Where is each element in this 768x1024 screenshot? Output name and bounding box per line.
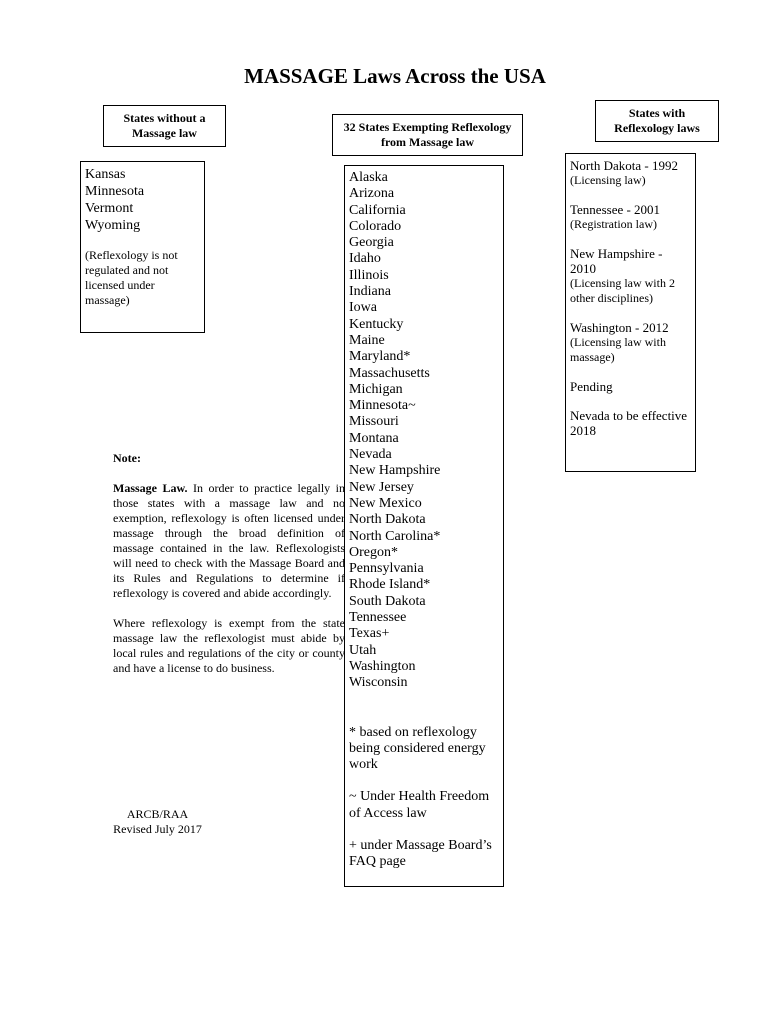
exempt-box	[344, 165, 504, 887]
list-item: Minnesota~	[349, 398, 416, 414]
list-item: Kansas	[85, 167, 126, 182]
list-item	[570, 408, 691, 438]
credit	[100, 807, 215, 837]
list-item: Colorado	[349, 218, 402, 234]
list-item: Vermont	[85, 201, 134, 216]
list-item: Montana	[349, 430, 399, 446]
list-item	[570, 202, 691, 232]
with-law-box	[565, 153, 696, 472]
with-law-entry-main: Tennessee - 2001	[570, 202, 661, 217]
list-item: Illinois	[349, 267, 389, 283]
list-item: Tennessee	[349, 610, 407, 626]
header-no-law-line1: States without a	[123, 111, 206, 125]
footnote-faq: + under Massage Board’s FAQ page	[349, 837, 492, 870]
header-exempt	[332, 114, 523, 156]
list-item	[570, 246, 691, 306]
note-paragraph-1-lead: Massage Law.	[113, 481, 188, 495]
note-paragraph-2: Where reflexology is exempt from the state massage law the reflexologist must abide by local rules and regulations of the city or county and have a license to do business.	[113, 616, 345, 675]
list-item: Arizona	[349, 186, 395, 202]
with-law-entry-main: New Hampshire - 2010	[570, 246, 663, 276]
note-paragraph-1	[113, 481, 345, 601]
with-law-entry-main: North Dakota - 1992	[570, 158, 678, 173]
header-no-law-line2: Massage law	[131, 126, 197, 140]
note-paragraph-1-text: In order to practice legally in those states with a massage law and no exemption, reflexology is often licensed under massage through the broad definition of massage contained in the law. Reflexologists will need to check with the Massage Board and its Rules and Regulations to determine if reflexology is covered and abide accordingly.	[113, 481, 345, 600]
list-item: Alaska	[349, 170, 388, 185]
list-item	[570, 158, 691, 188]
with-law-entry-detail: (Licensing law)	[570, 173, 646, 187]
with-law-entry-main: Pending	[570, 379, 613, 394]
list-item: Oregon*	[349, 544, 398, 560]
list-item: South Dakota	[349, 593, 426, 609]
list-item: Michigan	[349, 381, 403, 397]
no-law-note: (Reflexology is not regulated and not licensed under massage)	[85, 248, 178, 307]
list-item: Iowa	[349, 300, 377, 316]
list-item: Wisconsin	[349, 675, 408, 691]
list-item	[570, 320, 691, 365]
header-with-law	[595, 100, 719, 142]
header-no-law	[103, 105, 226, 147]
list-item: Rhode Island*	[349, 577, 431, 593]
with-law-entry-main: Washington - 2012	[570, 320, 669, 335]
list-item: New Hampshire	[349, 463, 441, 479]
list-item: Maine	[349, 332, 385, 348]
list-item: Maryland*	[349, 349, 411, 365]
list-item: Washington	[349, 658, 416, 674]
list-item: Indiana	[349, 284, 391, 300]
list-item: Nevada	[349, 447, 392, 463]
exempt-state-list	[349, 170, 499, 692]
no-law-state-list	[85, 166, 200, 234]
list-item: Pennsylvania	[349, 561, 424, 577]
footnote-health-freedom: ~ Under Health Freedom of Access law	[349, 789, 490, 821]
with-law-entry-detail: (Licensing law with 2 other disciplines)	[570, 276, 675, 305]
header-with-law-line1: States with	[628, 106, 686, 120]
list-item: New Mexico	[349, 495, 422, 511]
list-item: Missouri	[349, 414, 399, 430]
header-with-law-line2: Reflexology laws	[614, 121, 700, 135]
with-law-entry-detail: (Registration law)	[570, 217, 657, 231]
no-law-box	[80, 161, 205, 333]
with-law-entry-main: Nevada to be effective 2018	[570, 408, 688, 438]
list-item	[570, 379, 691, 394]
note-block	[113, 451, 345, 676]
with-law-list	[570, 158, 691, 438]
list-item: California	[349, 202, 406, 218]
footnote-energy: * based on reflexology being considered energy work	[349, 724, 486, 773]
list-item: Texas+	[349, 626, 390, 642]
header-exempt-line1: 32 States Exempting Reflexology	[343, 120, 512, 134]
note-heading: Note:	[113, 451, 141, 465]
list-item: New Jersey	[349, 479, 414, 495]
list-item: Massachusetts	[349, 365, 430, 381]
page-title: MASSAGE Laws Across the USA	[244, 64, 546, 88]
list-item: North Dakota	[349, 512, 426, 528]
list-item: Minnesota	[85, 184, 145, 199]
list-item: Kentucky	[349, 316, 404, 332]
list-item: North Carolina*	[349, 528, 441, 544]
list-item: Utah	[349, 642, 377, 658]
list-item: Wyoming	[85, 218, 141, 233]
header-exempt-line2: from Massage law	[380, 135, 475, 149]
with-law-entry-detail: (Licensing law with massage)	[570, 335, 666, 364]
credit-org: ARCB/RAA	[126, 807, 189, 821]
list-item: Idaho	[349, 251, 381, 267]
list-item: Georgia	[349, 235, 394, 251]
credit-revised: Revised July 2017	[113, 822, 202, 836]
